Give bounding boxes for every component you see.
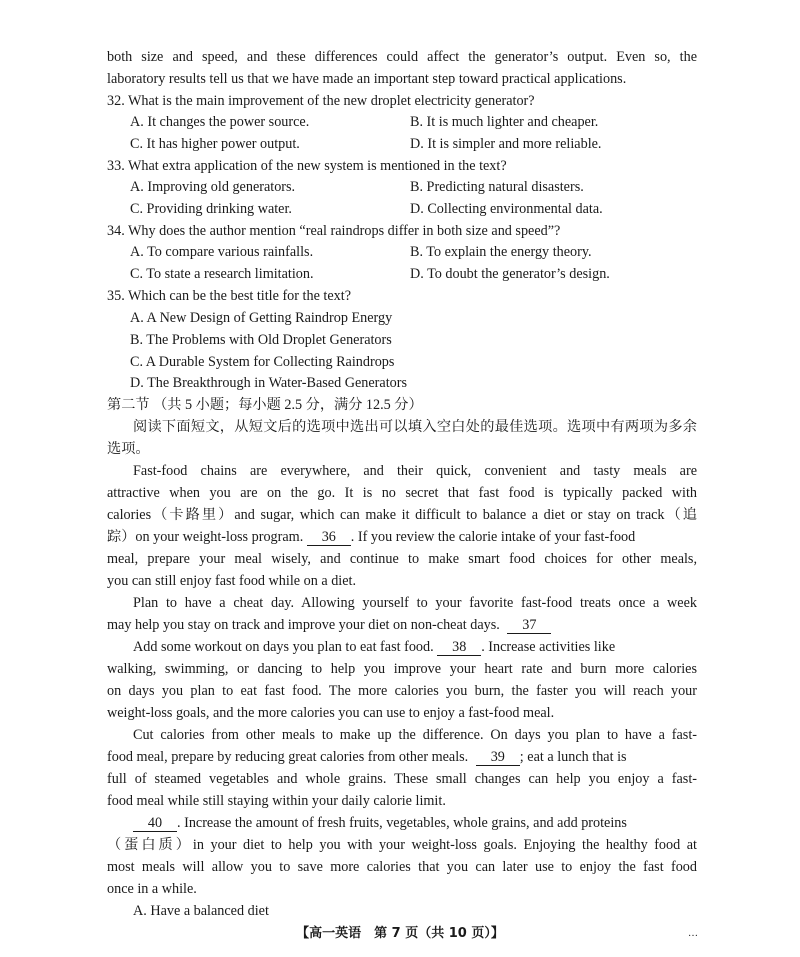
text-segment: . Increase the amount of fresh fruits, vegetables, whole grains, and add proteins (177, 815, 627, 831)
passage-line: （蛋白质）in your diet to help you with your weight-loss goals. Enjoying the healthy food at (107, 837, 697, 853)
section-instruction-cont: 选项。 (107, 441, 150, 457)
passage-line: laboratory results tell us that we have made an important step toward practical applications. (107, 71, 627, 87)
passage-line: calories（卡路里）and sugar, which can make it difficult to balance a diet or stay on track（追 (107, 507, 697, 523)
section-instruction: 阅读下面短文，从短文后的选项中选出可以填入空白处的最佳选项。选项中有两项为多余 (133, 419, 697, 435)
question-34-stem: 34. Why does the author mention “real raindrops differ in both size and speed”? (107, 223, 561, 239)
answer-choice-a: A. Have a balanced diet (133, 903, 269, 919)
q32-option-d: D. It is simpler and more reliable. (410, 136, 602, 152)
passage-line: walking, swimming, or dancing to help you improve your heart rate and burn more calories (107, 661, 697, 677)
text-segment: food meal, prepare by reducing great calories from other meals. (107, 749, 469, 765)
q32-option-b: B. It is much lighter and cheaper. (410, 114, 599, 130)
question-35-stem: 35. Which can be the best title for the text? (107, 288, 351, 304)
q33-option-b: B. Predicting natural disasters. (410, 179, 584, 195)
passage-line-with-blank (107, 614, 697, 636)
question-32-stem: 32. What is the main improvement of the new droplet electricity generator? (107, 93, 535, 109)
q33-option-d: D. Collecting environmental data. (410, 201, 603, 217)
passage-line: Cut calories from other meals to make up the difference. On days you plan to have a fast- (133, 727, 697, 743)
text-segment: ; eat a lunch that is (519, 749, 627, 765)
q34-option-d: D. To doubt the generator’s design. (410, 266, 610, 282)
text-segment: . Increase activities like (481, 639, 616, 655)
passage-line-with-blank (107, 526, 697, 548)
q33-option-c: C. Providing drinking water. (130, 201, 292, 217)
passage-line: you can still enjoy fast food while on a diet. (107, 573, 357, 589)
passage-line: most meals will allow you to save more calories that you can later use to enjoy the fast food (107, 859, 697, 875)
question-33-stem: 33. What extra application of the new system is mentioned in the text? (107, 158, 507, 174)
passage-line-with-blank (107, 746, 697, 768)
passage-line: food meal while still staying within your daily calorie limit. (107, 793, 446, 809)
blank-37[interactable]: 37 (507, 617, 551, 634)
q34-option-c: C. To state a research limitation. (130, 266, 314, 282)
page-footer: 【高一英语 第 7 页（共 10 页）】 (296, 926, 504, 941)
q34-option-b: B. To explain the energy theory. (410, 244, 592, 260)
passage-line-with-blank (133, 812, 697, 834)
q34-option-a: A. To compare various rainfalls. (130, 244, 314, 260)
q35-option-b: B. The Problems with Old Droplet Generators (130, 332, 392, 348)
passage-line: attractive when you are on the go. It is no secret that fast food is typically packed with (107, 485, 697, 501)
q35-option-c: C. A Durable System for Collecting Raindrops (130, 354, 395, 370)
section-heading: 第二节 （共 5 小题；每小题 2.5 分，满分 12.5 分） (107, 397, 423, 413)
text-segment: may help you stay on track and improve your diet on non-cheat days. (107, 617, 500, 633)
passage-line: meal, prepare your meal wisely, and continue to make smart food choices for other meals, (107, 551, 697, 567)
blank-39[interactable]: 39 (476, 749, 520, 766)
q32-option-c: C. It has higher power output. (130, 136, 300, 152)
passage-line: full of steamed vegetables and whole grains. These small changes can help you enjoy a fast- (107, 771, 697, 787)
text-segment: . If you review the calorie intake of your fast-food (350, 529, 636, 545)
text-segment: 踪）on your weight-loss program. (107, 529, 304, 545)
passage-line: once in a while. (107, 881, 197, 897)
blank-40[interactable]: 40 (133, 815, 177, 832)
footer-mark: … (688, 928, 698, 939)
blank-36[interactable]: 36 (307, 529, 351, 546)
passage-line: Plan to have a cheat day. Allowing yourself to your favorite fast-food treats once a week (133, 595, 697, 611)
passage-line: weight-loss goals, and the more calories you can use to enjoy a fast-food meal. (107, 705, 555, 721)
q35-option-a: A. A New Design of Getting Raindrop Energy (130, 310, 393, 326)
passage-line: both size and speed, and these differences could affect the generator’s output. Even so, the (107, 49, 697, 65)
q32-option-a: A. It changes the power source. (130, 114, 310, 130)
passage-line: on days you plan to eat fast food. The more calories you burn, the faster you will reach your (107, 683, 697, 699)
text-segment: Add some workout on days you plan to eat fast food. (133, 639, 434, 655)
passage-line: Fast-food chains are everywhere, and their quick, convenient and tasty meals are (133, 463, 697, 479)
blank-38[interactable]: 38 (437, 639, 481, 656)
passage-line-with-blank (133, 636, 697, 658)
q33-option-a: A. Improving old generators. (130, 179, 296, 195)
q35-option-d: D. The Breakthrough in Water-Based Generators (130, 375, 407, 391)
